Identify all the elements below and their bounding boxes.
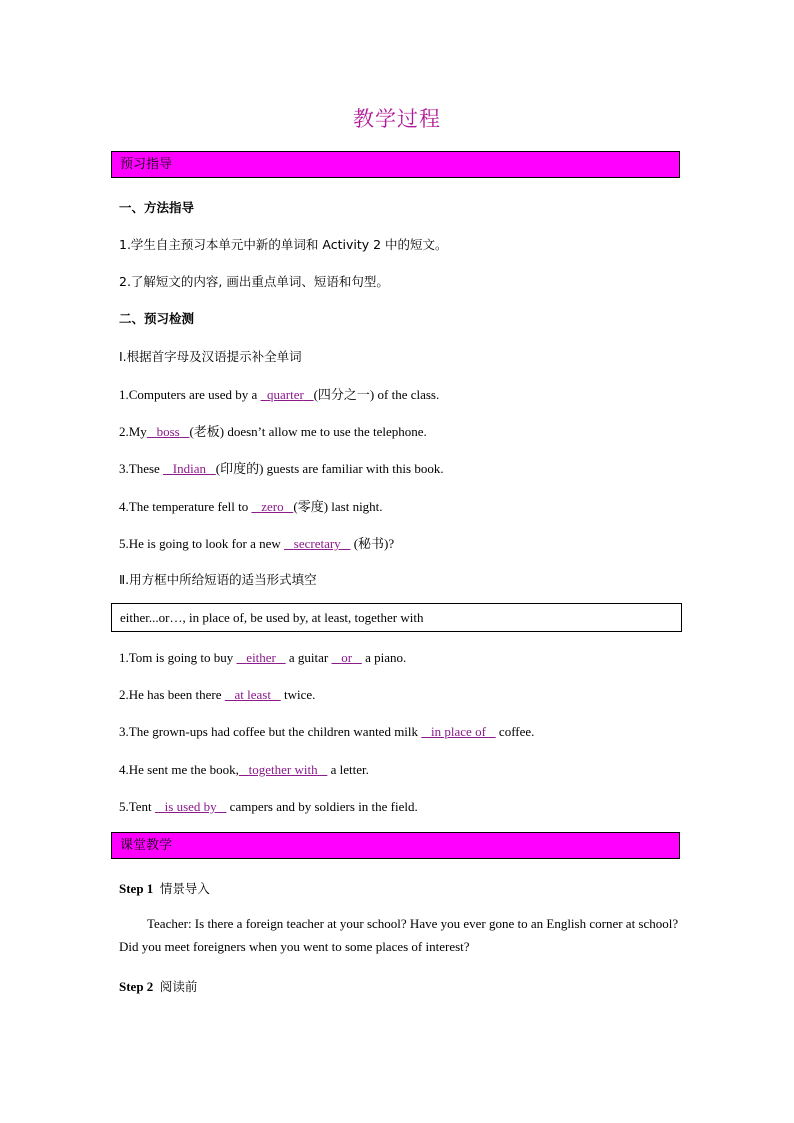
method-heading: 一、方法指导 — [119, 200, 195, 215]
page-title: 教学过程 — [353, 107, 441, 131]
answer-blank: in place of — [431, 724, 486, 739]
part1-item-4: 4.The temperature fell to zero (零度) last night. — [119, 499, 383, 514]
answer-blank: Indian — [172, 461, 207, 476]
part2-item-3: 3.The grown-ups had coffee but the children wanted milk in place of coffee. — [119, 724, 535, 739]
check-heading: 二、预习检测 — [119, 311, 195, 326]
section-header-class: 课堂教学 — [111, 832, 680, 859]
part2-item-4: 4.He sent me the book, together with a letter. — [119, 762, 369, 777]
answer-blank: either — [246, 650, 276, 665]
answer-blank: zero — [261, 499, 284, 514]
answer-blank: together with — [248, 762, 318, 777]
method-item-2: 2.了解短文的内容, 画出重点单词、短语和句型。 — [119, 274, 389, 289]
answer-blank: or — [341, 650, 353, 665]
part2-item-5: 5.Tent is used by campers and by soldiers in the field. — [119, 799, 418, 814]
part2-item-1: 1.Tom is going to buy either a guitar or a piano. — [119, 650, 407, 665]
section-header-preview: 预习指导 — [111, 151, 680, 178]
part2-item-2: 2.He has been there at least twice. — [119, 687, 316, 702]
step1-heading: Step 1 情景导入 — [119, 881, 210, 896]
method-item-1: 1.学生自主预习本单元中新的单词和 Activity 2 中的短文。 — [119, 237, 448, 252]
step2-heading: Step 2 阅读前 — [119, 979, 198, 994]
answer-blank: quarter — [267, 387, 304, 402]
part1-item-2: 2.My boss (老板) doesn’t allow me to use the telephone. — [119, 424, 427, 439]
part1-item-3: 3.These Indian (印度的) guests are familiar with this book. — [119, 461, 444, 476]
step1-text: Teacher: Is there a foreign teacher at your school? Have you ever gone to an English corner at school? Did you meet foreigners when you went to some places of interest? — [119, 916, 679, 954]
part2-heading: Ⅱ.用方框中所给短语的适当形式填空 — [119, 572, 317, 587]
answer-blank: at least — [234, 687, 271, 702]
part1-item-5: 5.He is going to look for a new secretary (秘书)? — [119, 536, 395, 551]
answer-blank: is used by — [164, 799, 217, 814]
part1-heading: Ⅰ.根据首字母及汉语提示补全单词 — [119, 349, 302, 364]
part1-item-1: 1.Computers are used by a quarter (四分之一) of the class. — [119, 387, 440, 402]
answer-blank: secretary — [293, 536, 341, 551]
phrase-box: either...or…, in place of, be used by, at least, together with — [111, 603, 682, 632]
answer-blank: boss — [156, 424, 180, 439]
